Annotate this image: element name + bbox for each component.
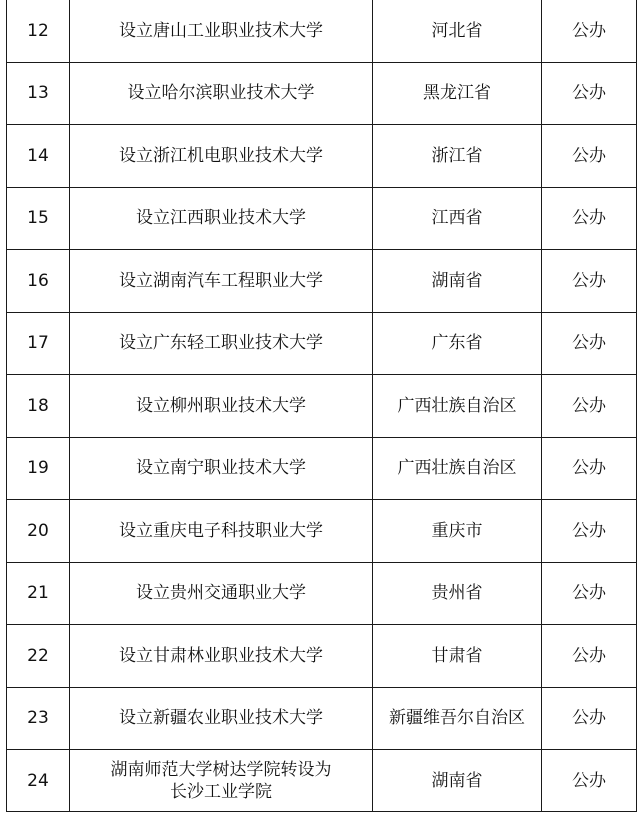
row-number: 22 [7, 625, 70, 688]
province-cell: 湖南省 [373, 750, 542, 812]
row-number: 23 [7, 687, 70, 750]
ownership-type: 公办 [542, 562, 637, 625]
ownership-type: 公办 [542, 750, 637, 812]
table-row [7, 0, 637, 62]
row-number: 12 [7, 0, 70, 62]
table-row [7, 687, 637, 750]
ownership-type: 公办 [542, 312, 637, 375]
province-cell: 黑龙江省 [373, 62, 542, 125]
institution-name: 设立甘肃林业职业技术大学 [70, 625, 373, 688]
table-row [7, 62, 637, 125]
row-number: 20 [7, 500, 70, 563]
institution-name: 设立南宁职业技术大学 [70, 437, 373, 500]
row-number: 15 [7, 187, 70, 250]
table-row [7, 562, 637, 625]
row-number: 18 [7, 375, 70, 438]
table-row [7, 437, 637, 500]
province-cell: 河北省 [373, 0, 542, 62]
province-cell: 江西省 [373, 187, 542, 250]
province-cell: 新疆维吾尔自治区 [373, 687, 542, 750]
province-cell: 广东省 [373, 312, 542, 375]
row-number: 16 [7, 250, 70, 313]
institution-name: 设立浙江机电职业技术大学 [70, 125, 373, 188]
province-cell: 贵州省 [373, 562, 542, 625]
row-number: 19 [7, 437, 70, 500]
institution-name: 设立贵州交通职业大学 [70, 562, 373, 625]
province-cell: 广西壮族自治区 [373, 375, 542, 438]
table-row [7, 250, 637, 313]
ownership-type: 公办 [542, 500, 637, 563]
row-number: 13 [7, 62, 70, 125]
table-row [7, 125, 637, 188]
ownership-type: 公办 [542, 437, 637, 500]
table-row [7, 187, 637, 250]
ownership-type: 公办 [542, 0, 637, 62]
row-number: 14 [7, 125, 70, 188]
table-row [7, 375, 637, 438]
institution-name-line-2: 长沙工业学院 [170, 781, 272, 802]
institution-name: 设立湖南汽车工程职业大学 [70, 250, 373, 313]
ownership-type: 公办 [542, 250, 637, 313]
table-row [7, 750, 637, 812]
province-cell: 湖南省 [373, 250, 542, 313]
row-number: 21 [7, 562, 70, 625]
table-row [7, 312, 637, 375]
province-cell: 浙江省 [373, 125, 542, 188]
university-list-table [6, 0, 637, 812]
institution-name [70, 750, 373, 812]
ownership-type: 公办 [542, 687, 637, 750]
province-cell: 甘肃省 [373, 625, 542, 688]
institution-name: 设立新疆农业职业技术大学 [70, 687, 373, 750]
table-row [7, 625, 637, 688]
ownership-type: 公办 [542, 375, 637, 438]
ownership-type: 公办 [542, 125, 637, 188]
ownership-type: 公办 [542, 187, 637, 250]
row-number: 24 [7, 750, 70, 812]
institution-name: 设立唐山工业职业技术大学 [70, 0, 373, 62]
institution-name: 设立广东轻工职业技术大学 [70, 312, 373, 375]
table-row [7, 500, 637, 563]
ownership-type: 公办 [542, 625, 637, 688]
institution-name: 设立柳州职业技术大学 [70, 375, 373, 438]
province-cell: 重庆市 [373, 500, 542, 563]
row-number: 17 [7, 312, 70, 375]
ownership-type: 公办 [542, 62, 637, 125]
institution-name: 设立哈尔滨职业技术大学 [70, 62, 373, 125]
institution-name: 设立江西职业技术大学 [70, 187, 373, 250]
province-cell: 广西壮族自治区 [373, 437, 542, 500]
institution-name-line-1: 湖南师范大学树达学院转设为 [110, 759, 332, 780]
institution-name: 设立重庆电子科技职业大学 [70, 500, 373, 563]
